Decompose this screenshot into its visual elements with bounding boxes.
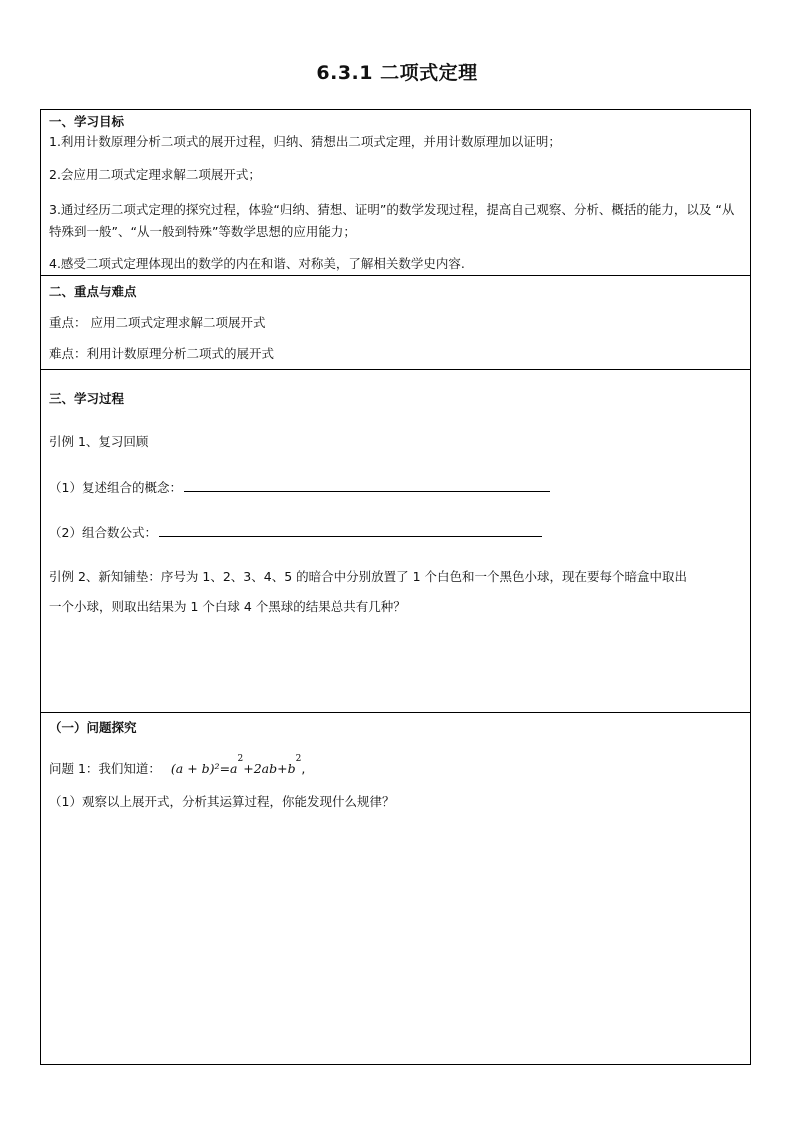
key-point: 重点： 应用二项式定理求解二项展开式 [49, 315, 266, 330]
formula-mid: +2ab+b [243, 761, 296, 776]
question-label: （2）组合数公式： [49, 525, 157, 540]
formula-exponent: 2 [237, 754, 244, 764]
section-objectives-heading: 一、学习目标 [49, 114, 125, 129]
objective-item: 3.通过经历二项式定理的探究过程，体验“归纳、猜想、证明”的数学发现过程，提高自己观察、分析、概括的能力，以及 “从特殊到一般”、“从一般到特殊”等数学思想的应用能力； [49, 202, 735, 239]
formula-exponent: 2 [295, 754, 302, 764]
formula-end: , [301, 761, 306, 776]
exploration-question-1: （1）观察以上展开式，分析其运算过程，你能发现什么规律？ [49, 794, 395, 809]
worksheet-table [40, 109, 751, 1065]
objective-item: 1.利用计数原理分析二项式的展开过程，归纳、猜想出二项式定理，并用计数原理加以证明； [49, 134, 561, 149]
answer-blank[interactable] [159, 524, 542, 537]
page-title: 6.3.1 二项式定理 [316, 62, 478, 84]
answer-blank[interactable] [184, 479, 550, 492]
question-label: （1）复述组合的概念： [49, 480, 182, 495]
formula-eq: =a [219, 761, 238, 776]
problem-1-label: 问题 1：我们知道： [49, 761, 161, 776]
row-divider [41, 369, 750, 370]
row-divider [41, 275, 750, 276]
objective-item: 2.会应用二项式定理求解二项展开式； [49, 167, 261, 182]
section-exploration-heading: （一）问题探究 [49, 720, 137, 735]
question-combination-concept [49, 479, 550, 496]
formula-lhs: (a + b)² [170, 761, 220, 776]
section-process-heading: 三、学习过程 [49, 391, 125, 406]
example-2-line: 引例 2、新知铺垫：序号为 1、2、3、4、5 的暗合中分别放置了 1 个白色和一个黑色小球，现在要每个暗盒中取出 [49, 569, 688, 584]
example-1: 引例 1、复习回顾 [49, 434, 149, 449]
problem-1 [49, 754, 306, 779]
question-combination-formula [49, 524, 542, 541]
section-keypoints-heading: 二、重点与难点 [49, 284, 137, 299]
difficulty-point: 难点：利用计数原理分析二项式的展开式 [49, 346, 275, 361]
row-divider [41, 712, 750, 713]
objective-item: 4.感受二项式定理体现出的数学的内在和谐、对称美，了解相关数学史内容. [49, 256, 465, 271]
example-2-line: 一个小球，则取出结果为 1 个白球 4 个黑球的结果总共有几种？ [49, 599, 406, 614]
